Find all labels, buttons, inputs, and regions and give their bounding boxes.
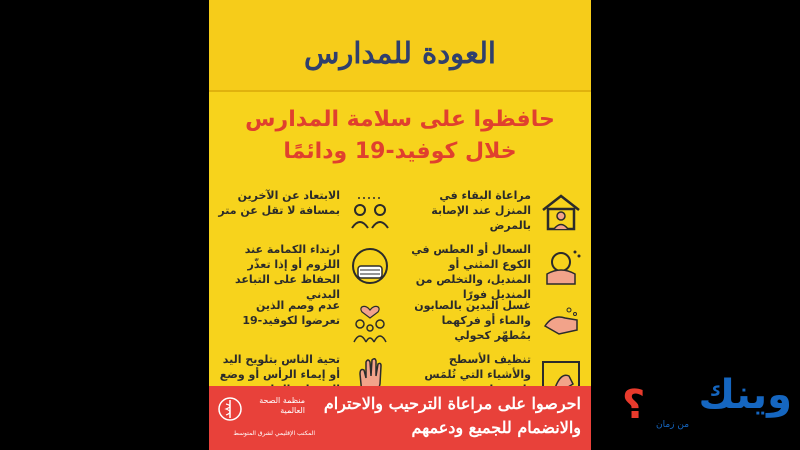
footer-line-1: احرصوا على مراعاة الترحيب والاحترام: [323, 394, 581, 413]
watermark-brand: وينك: [698, 372, 792, 418]
who-region: المكتب الإقليمي لشرق المتوسط: [233, 430, 315, 437]
tip-text: مراعاة البقاء في المنزل عند الإصابة بالمرض: [431, 189, 531, 232]
who-emblem-icon: [217, 396, 243, 422]
family-heart-icon: [348, 300, 392, 344]
poster-subtitle: [219, 104, 581, 168]
tips-row: [209, 240, 591, 301]
poster-footer: [209, 386, 591, 450]
question-mark-icon: ؟: [622, 382, 646, 428]
subtitle-line-2: خلال كوفيد-19 ودائمًا: [283, 139, 517, 164]
tip-text: تنظيف الأسطح والأشياء التي تُلمَس: [424, 353, 531, 381]
site-watermark: [600, 372, 796, 444]
tip-text: تحية الناس بتلويح اليد أو إيماء الرأس أو وضع: [219, 353, 340, 381]
footer-line-2: والانضمام للجميع ودعمهم: [411, 418, 581, 437]
house-person-icon: [539, 190, 583, 234]
tip-distance: [209, 186, 400, 242]
distancing-people-icon: [348, 190, 392, 234]
tip-text: غسل اليدين بالصابون والماء أو فركهما بمُطهّر كحولي: [414, 299, 531, 342]
header-title: العودة للمدارس: [304, 36, 496, 70]
tip-text: الابتعاد عن الآخرين بمسافة لا تقل عن متر: [218, 189, 340, 217]
tip-stay-home: [400, 186, 591, 242]
tips-row: [209, 296, 591, 352]
tips-row: [209, 186, 591, 242]
watermark-sub: من زمان: [656, 420, 690, 430]
tip-text: السعال أو العطس في الكوع المثني أو المنديل، والتخلص من المنديل فورًا: [411, 243, 531, 301]
footer-message: [311, 392, 581, 440]
face-mask-icon: [348, 244, 392, 288]
tip-cough: [400, 240, 591, 301]
who-name: منظمة الصحة العالمية: [259, 396, 305, 415]
tip-text: عدم وصم الذين تعرضوا لكوفيد-19: [242, 299, 340, 327]
hand-wash-icon: [539, 300, 583, 344]
subtitle-line-1: حافظوا على سلامة المدارس: [245, 107, 555, 132]
cough-elbow-icon: [539, 244, 583, 288]
poster-header: [209, 0, 591, 92]
tip-mask: [209, 240, 400, 301]
tip-text: ارتداء الكمامة عند اللزوم أو إذا تعذّر الحفاظ على التباعد البدني: [235, 243, 340, 301]
poster: [209, 0, 591, 450]
tip-no-stigma: [209, 296, 400, 352]
tip-wash-hands: [400, 296, 591, 352]
